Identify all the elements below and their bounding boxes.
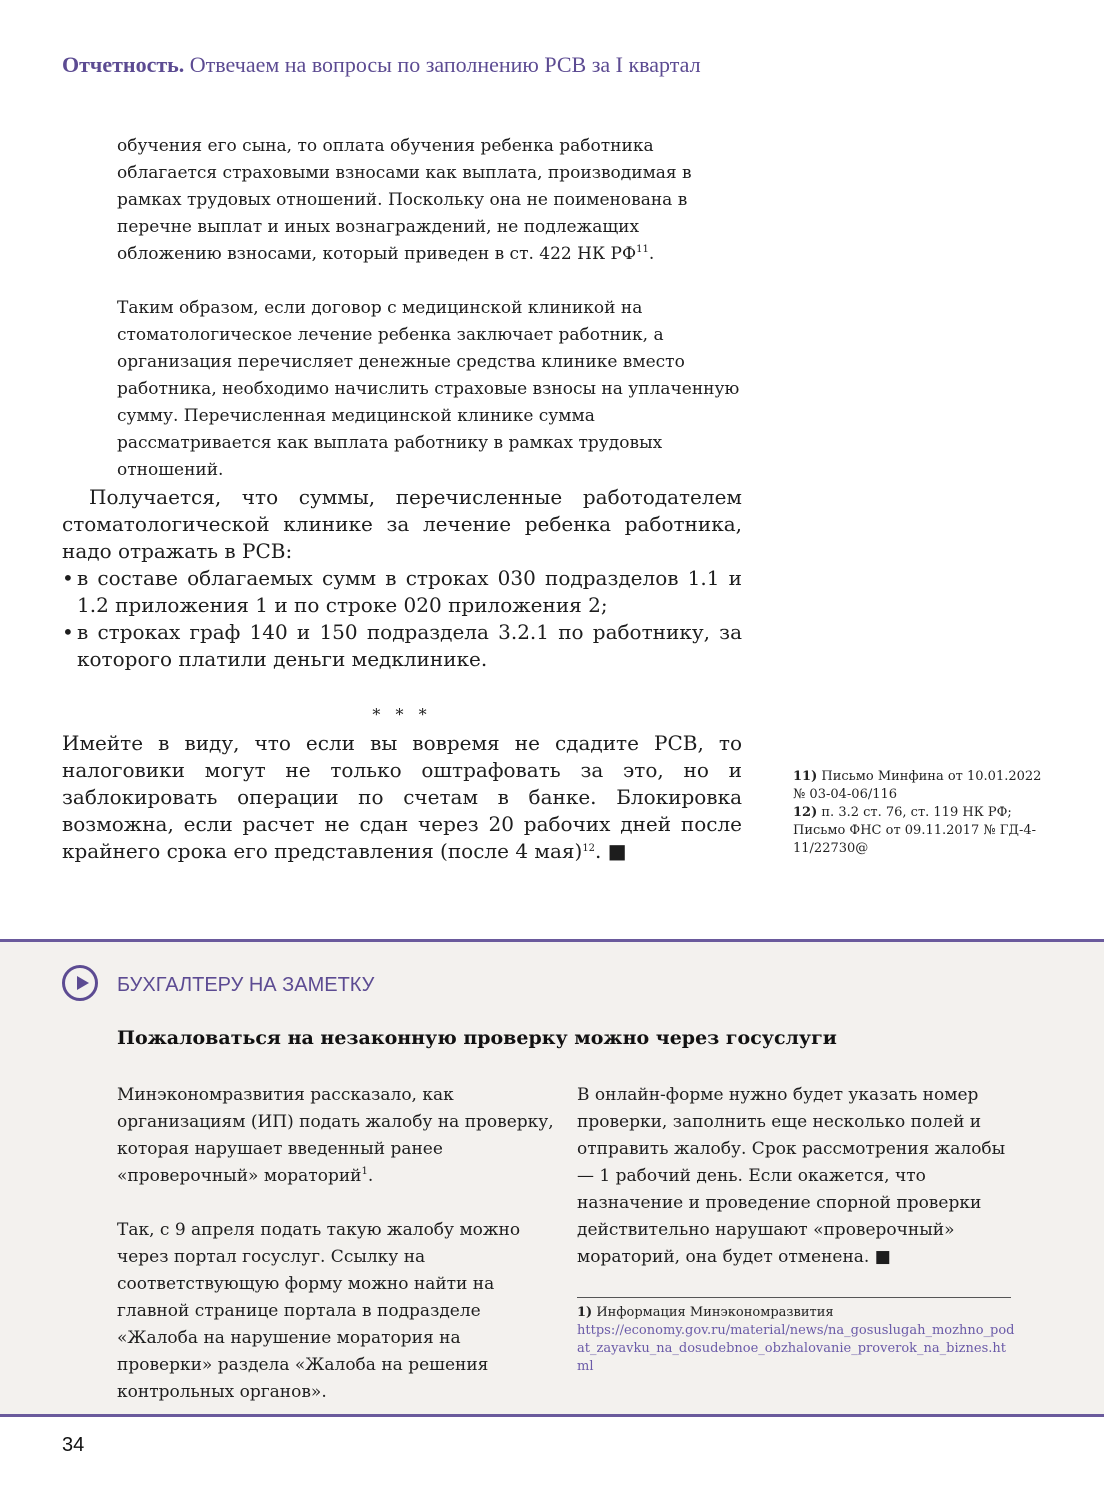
- box-paragraph: Так, с 9 апреля подать такую жалобу можно через портал госуслуг. Ссылку на соответствующую форму можно найти на главной странице портала в подразделе «Жалоба на нарушение моратория на проверки» раздела «Жалоба на решения контрольных органов».: [117, 1220, 521, 1402]
- footnote-ref[interactable]: 1: [361, 1166, 368, 1177]
- footnote-ref[interactable]: 11: [636, 244, 649, 255]
- footnote-ref[interactable]: 12: [582, 843, 596, 854]
- header-title: Отвечаем на вопросы по заполнению РСВ за I квартал: [189, 52, 701, 77]
- box-title: Пожаловаться на незаконную проверку можно через госуслуги: [117, 1027, 837, 1049]
- page-number: 34: [62, 1434, 85, 1456]
- footnote-divider: [577, 1297, 1011, 1298]
- bullet-icon: •: [62, 566, 74, 590]
- box-label: БУХГАЛТЕРУ НА ЗАМЕТКУ: [117, 974, 375, 996]
- box-column-right: [577, 1082, 1017, 1298]
- footnote-link[interactable]: https://economy.gov.ru/material/news/na_gosuslugah_mozhno_podat_zayavku_na_dosudebnoe_obzhalovanie_proverok_na_biznes.html: [577, 1323, 1015, 1374]
- end-mark-icon: ■: [874, 1247, 891, 1267]
- quote-paragraph: обучения его сына, то оплата обучения ребенка работника облагается страховыми взносами как выплата, производимая в рамках трудовых отношений. Поскольку она не поименована в перечне выплат и иных вознаграждений, не подлежащих обложению взносами, который приведен в ст. 422 НК РФ$^{11}$.: [117, 136, 692, 264]
- bullet-icon: •: [62, 620, 74, 644]
- main-intro: Получается, что суммы, перечисленные работодателем стоматологической клинике за лечение ребенка работника, надо отражать в РСВ:: [62, 485, 742, 563]
- main-text: [62, 484, 742, 865]
- quote-block: [117, 133, 742, 511]
- box-footnote: 1) Информация Минэкономразвития https://economy.gov.ru/material/news/na_gosuslugah_mozhno_podat_zayavku_na_dosudebnoe_obzhalovanie_proverok_na_biznes.html: [577, 1305, 1015, 1374]
- bullet-list: [62, 565, 742, 673]
- side-footnote: 11) Письмо Минфина от 10.01.2022 № 03-04-06/116: [793, 769, 1042, 802]
- section-separator: * * *: [372, 705, 432, 724]
- play-icon: [62, 965, 98, 1001]
- box-column-left: [117, 1082, 557, 1433]
- main-closing: Имейте в виду, что если вы вовремя не сдадите РСВ, то налоговики могут не только оштрафовать за это, но и заблокировать операции по счетам в банке. Блокировка возможна, если расчет не сдан через 20 рабочих дней после крайнего срока его представления (после 4 мая)$^{12}$. ■: [62, 731, 742, 863]
- side-footnotes: [793, 768, 1043, 858]
- side-footnote: 12) п. 3.2 ст. 76, ст. 119 НК РФ; Письмо ФНС от 09.11.2017 № ГД-4-11/22730@: [793, 805, 1037, 856]
- section-name: Отчетность.: [62, 52, 185, 77]
- box-paragraph: В онлайн-форме нужно будет указать номер проверки, заполнить еще несколько полей и отправить жалобу. Срок рассмотрения жалобы — 1 рабочий день. Если окажется, что назначение и проведение спорной проверки действительно нарушают «проверочный» мораторий, она будет отменена. ■: [577, 1085, 1006, 1267]
- running-header: [62, 52, 1062, 78]
- quote-paragraph: Таким образом, если договор с медицинской клиникой на стоматологическое лечение ребенка заключает работник, а организация перечисляет денежные средства клинике вместо работника, необходимо начислить страховые взносы на уплаченную сумму. Перечисленная медицинской клинике сумма рассматривается как выплата работнику в рамках трудовых отношений.: [117, 298, 740, 480]
- box-paragraph: Минэкономразвития рассказало, как организациям (ИП) подать жалобу на проверку, которая нарушает введенный ранее «проверочный» мораторий$^1$.: [117, 1085, 554, 1186]
- end-mark-icon: ■: [607, 839, 627, 863]
- list-item: • в строках граф 140 и 150 подраздела 3.2.1 по работнику, за которого платили деньги медклинике.: [62, 620, 742, 671]
- list-item: • в составе облагаемых сумм в строках 030 подразделов 1.1 и 1.2 приложения 1 и по строке 020 приложения 2;: [62, 566, 742, 617]
